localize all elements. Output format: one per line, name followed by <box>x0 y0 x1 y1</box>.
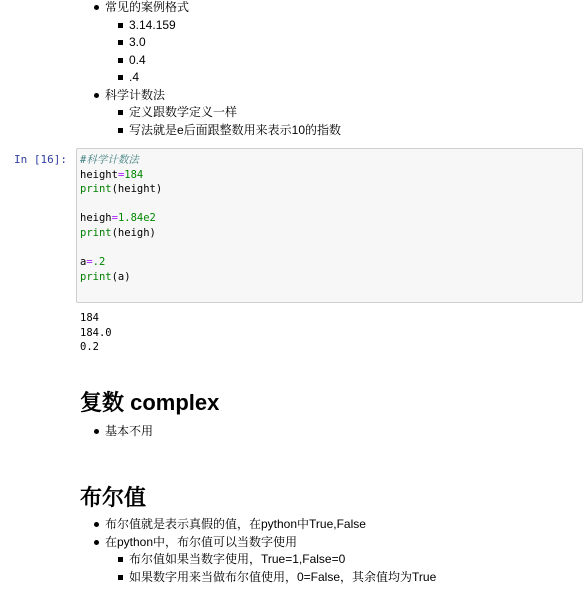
code-token: = <box>117 168 125 181</box>
heading-bool: 布尔值 <box>80 485 147 510</box>
code-token: = <box>111 212 118 225</box>
list-item <box>0 569 436 587</box>
list-item <box>0 17 341 35</box>
output-line: 184 <box>80 312 99 324</box>
list-item-label: 如果数字用来当做布尔值使用，0=False，其余值均为True <box>129 569 437 584</box>
code-comment: #科学计数法 <box>80 154 139 166</box>
code-token: height <box>80 168 118 181</box>
markdown-list-number-formats <box>0 0 341 139</box>
list-item-label: 在python中，布尔值可以当数字使用 <box>105 534 298 549</box>
code-cell-editor[interactable] <box>76 148 583 303</box>
list-item-label: 布尔值就是表示真假的值，在python中True,False <box>105 517 366 531</box>
code-text[interactable] <box>80 153 162 284</box>
cell-output <box>80 311 112 355</box>
list-item <box>0 534 436 552</box>
list-item-label: 3.0 <box>129 35 146 49</box>
heading-complex: 复数 complex <box>80 390 220 415</box>
list-item-label: 定义跟数学定义一样 <box>129 105 238 119</box>
list-item-label: 0.4 <box>129 52 146 67</box>
list-item-label: 写法就是e后面跟整数用来表示10的指数 <box>129 122 342 137</box>
code-token: print <box>80 226 112 239</box>
output-line: 0.2 <box>80 341 99 353</box>
code-token: = <box>86 256 93 269</box>
markdown-list-complex <box>0 423 153 441</box>
list-item-label: 科学计数法 <box>105 87 166 102</box>
list-item-label: 布尔值如果当数字使用，True=1,False=0 <box>129 552 346 566</box>
code-token: a <box>80 256 87 269</box>
list-item-label: 基本不用 <box>105 424 154 438</box>
list-item <box>0 516 436 534</box>
list-item <box>0 551 436 569</box>
list-item-label: 常见的案例格式 <box>105 0 190 14</box>
list-item <box>0 423 153 441</box>
code-token: print <box>80 270 112 283</box>
code-token: heigh <box>80 212 112 225</box>
code-token: (heigh) <box>111 226 156 239</box>
list-item <box>0 87 341 105</box>
list-item <box>0 122 341 140</box>
list-item <box>0 69 341 87</box>
list-item <box>0 34 341 52</box>
code-token: (a) <box>111 270 131 283</box>
code-token: (height) <box>111 183 163 196</box>
list-item <box>0 0 341 17</box>
code-token: .2 <box>92 256 106 269</box>
output-line: 184.0 <box>80 326 112 339</box>
cell-input-prompt: In [16]: <box>14 153 67 166</box>
code-token: 1.84e2 <box>117 212 156 225</box>
list-item-label: .4 <box>129 70 140 84</box>
code-token: print <box>80 183 112 196</box>
code-token: 184 <box>124 168 144 181</box>
list-item <box>0 104 341 122</box>
markdown-list-bool <box>0 516 436 586</box>
list-item <box>0 52 341 70</box>
list-item-label: 3.14.159 <box>129 17 176 32</box>
